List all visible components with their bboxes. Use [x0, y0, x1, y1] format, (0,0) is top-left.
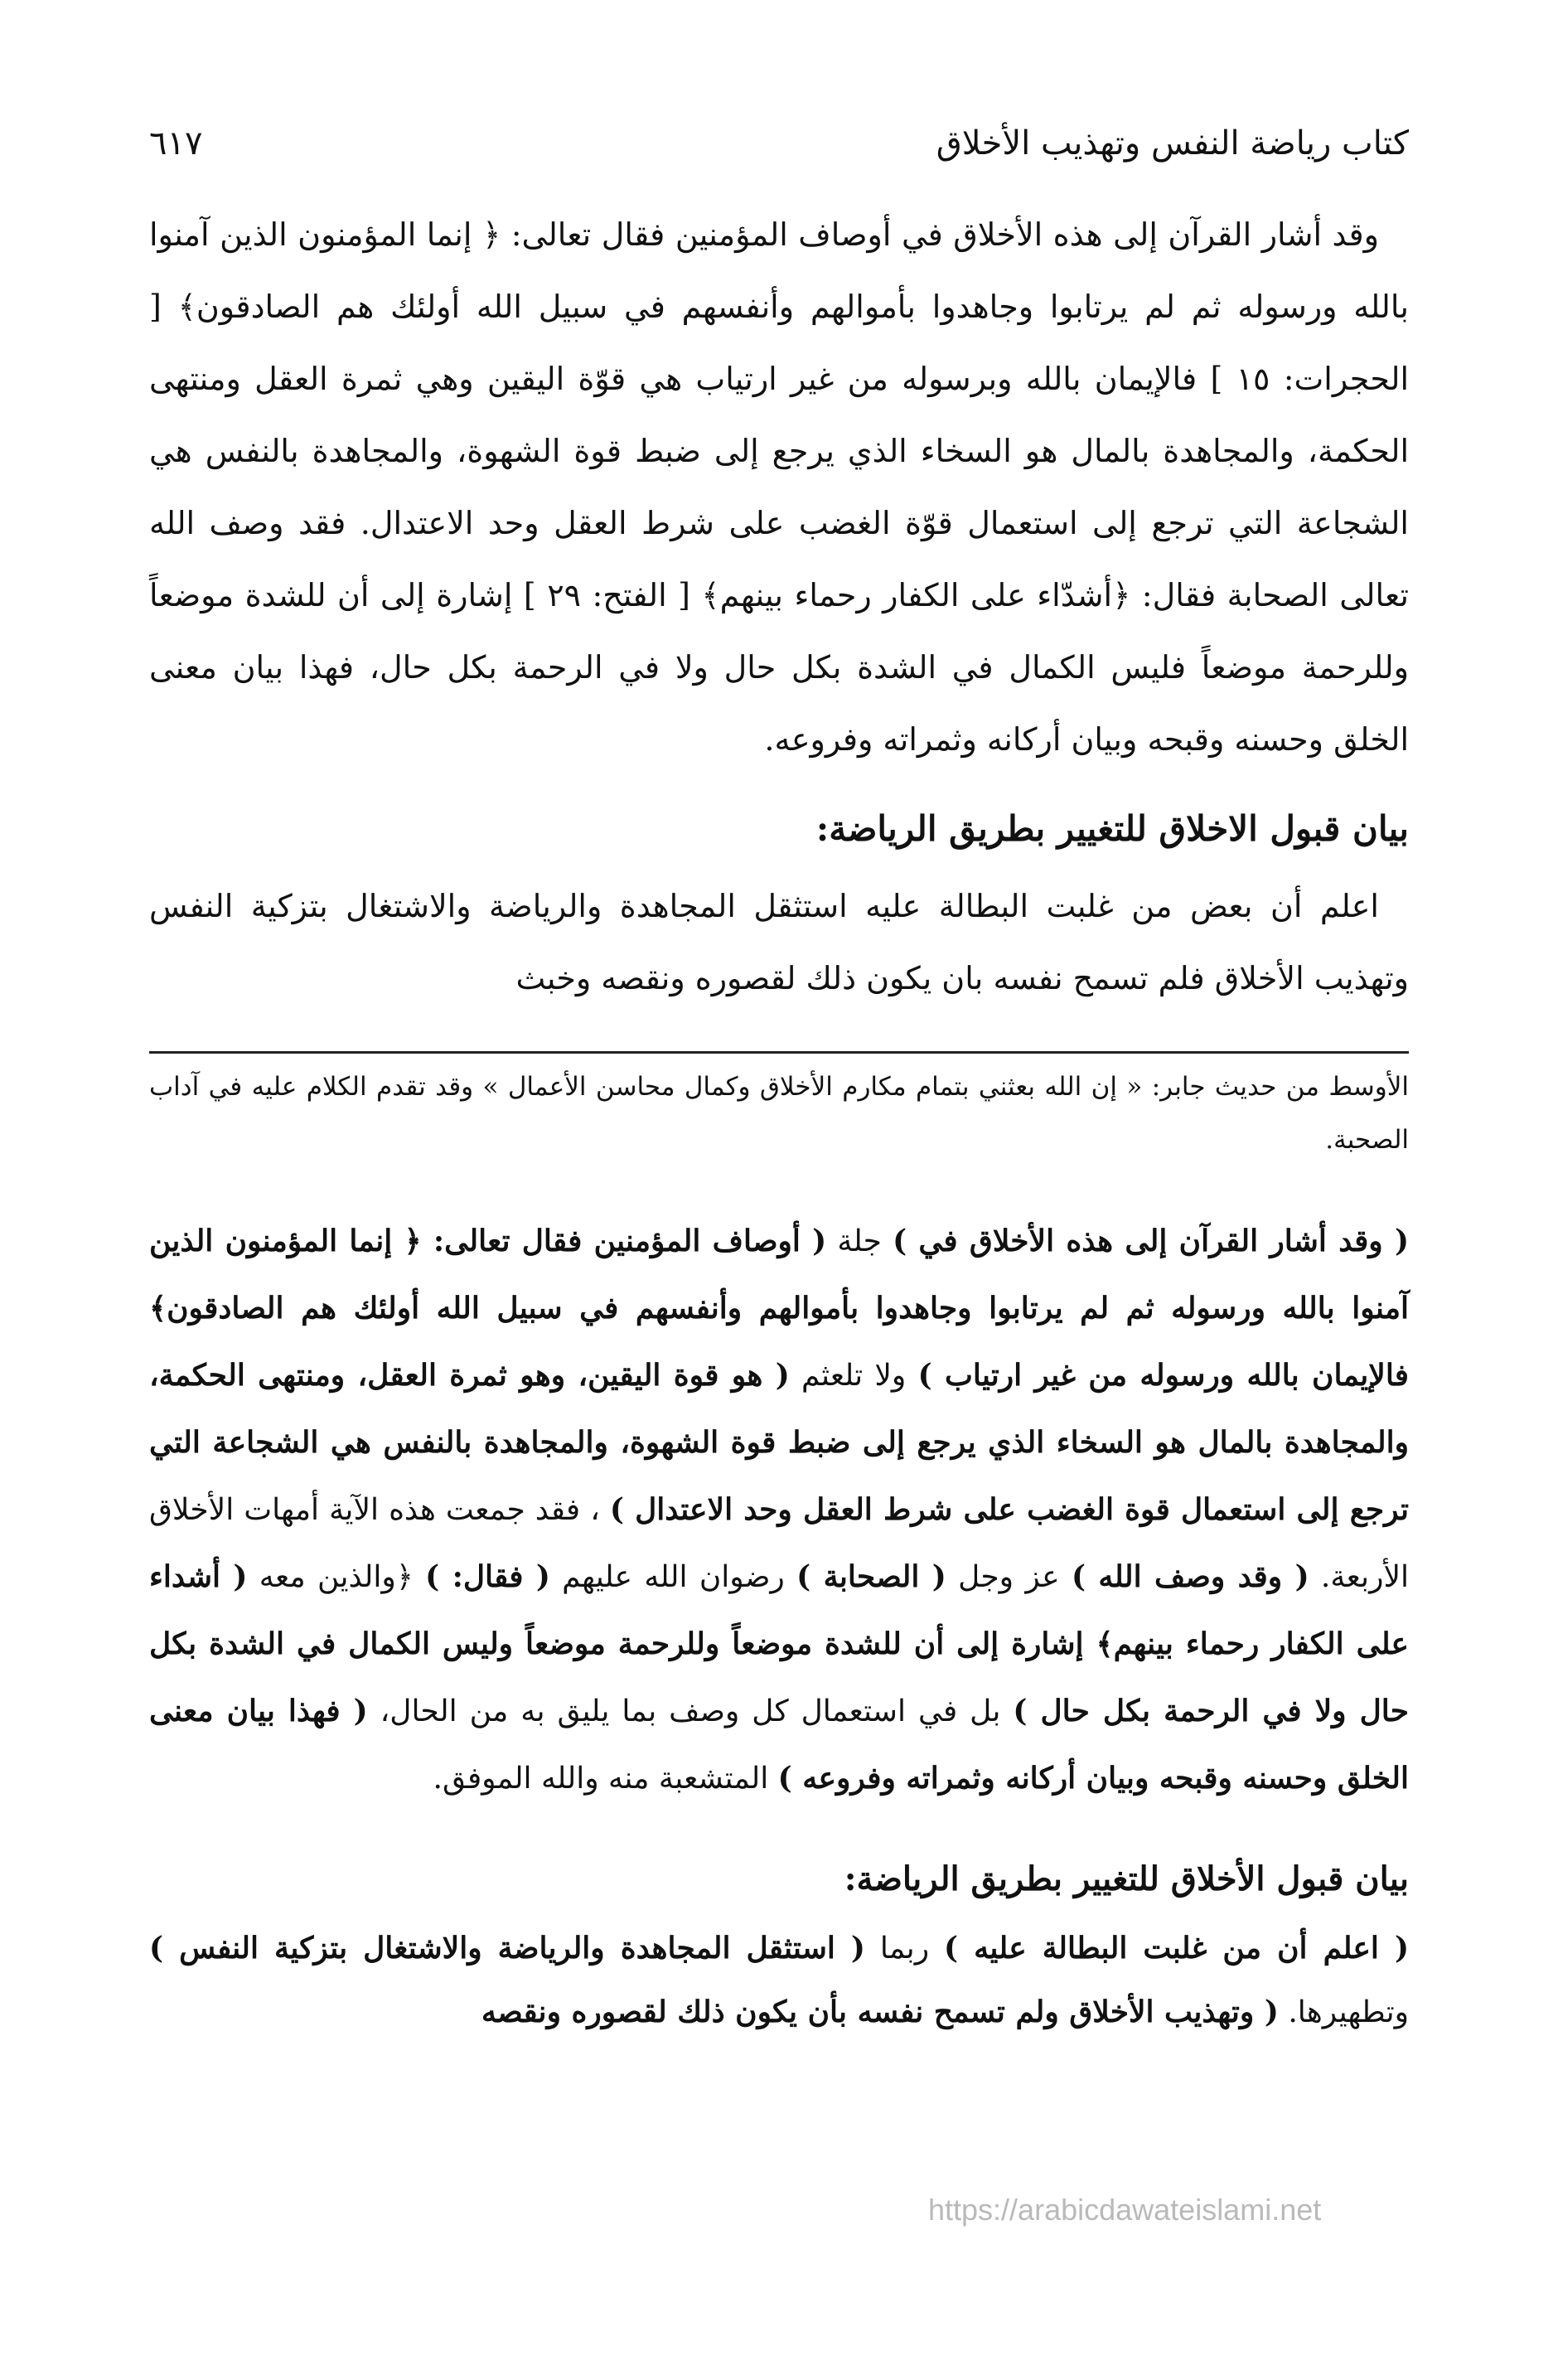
commentary-text: بل في استعمال كل وصف بما يليق به من الحال،	[367, 1694, 1014, 1728]
commentary-text: عز وجل	[946, 1560, 1072, 1594]
commentary-text: ﴿والذين معه	[247, 1560, 426, 1594]
main-paragraph-1-text: وقد أشار القرآن إلى هذه الأخلاق في أوصاف المؤمنين فقال تعالى: ﴿ إنما المؤمنون الذين آمنوا بالله ورسوله ثم لم يرتابوا وجاهدوا بأموالهم وأنفسهم في سبيل الله أولئك هم الصادقون﴾ [ الحجرات: ١٥ ] فالإيمان بالله وبرسوله من غير ارتياب هي قوّة اليقين وهي ثمرة العقل ومنتهى الحكمة، والمجاهدة بالمال هو السخاء الذي يرجع إلى ضبط قوة الشهوة، والمجاهدة بالنفس هي الشجاعة التي ترجع إلى استعمال قوّة الغضب على شرط العقل وحد الاعتدال. فقد وصف الله تعالى الصحابة فقال: ﴿أشدّاء على الكفار رحماء بينهم﴾ [ الفتح: ٢٩ ] إشارة إلى أن للشدة موضعاً وللرحمة موضعاً فليس الكمال في الشدة بكل حال ولا في الرحمة بكل حال، فهذا بيان معنى الخلق وحسنه وقبحه وبيان أركانه وثمراته وفروعه.	[149, 216, 1410, 758]
book-page	[149, 124, 1409, 2044]
quoted-text: ( اعلم أن من غلبت البطالة عليه )	[944, 1931, 1409, 1966]
quoted-text: ( استثقل المجاهدة والرياضة والاشتغال بتزكية النفس )	[149, 1931, 865, 1966]
main-paragraph-1	[149, 199, 1409, 776]
commentary-paragraph	[149, 1208, 1409, 1812]
quoted-text: ( فقال: )	[425, 1559, 550, 1594]
commentary-text: جلة	[826, 1224, 893, 1258]
running-title: كتاب رياضة النفس وتهذيب الأخلاق	[936, 124, 1409, 162]
quoted-text: ( أوصاف المؤمنين فقال تعالى: ﴿ إنما المؤمنون الذين آمنوا بالله ورسوله ثم لم يرتابوا وجاهدوا بأموالهم وأنفسهم في سبيل الله أولئك هم الصادقون﴾ فالإيمان بالله ورسوله من غير ارتياب )	[149, 1224, 1409, 1393]
quoted-text: ( وقد أشار القرآن إلى هذه الأخلاق في )	[893, 1224, 1410, 1258]
commentary-text: ربما	[864, 1932, 945, 1966]
commentary-heading: بيان قبول الأخلاق للتغيير بطريق الرياضة:	[844, 1859, 1409, 1898]
quoted-text: ( فهذا بيان معنى الخلق وحسنه وقبحه وبيان أركانه وثمراته وفروعه )	[149, 1694, 1409, 1796]
quoted-text: ( الصحابة )	[796, 1559, 946, 1594]
running-head	[149, 124, 1409, 199]
main-paragraph-2	[149, 870, 1409, 1015]
footnote-divider	[149, 1051, 1409, 1054]
watermark-url: https://arabicdawateislami.net	[928, 2193, 1322, 2227]
quoted-text: ( هو قوة اليقين، وهو ثمرة العقل، ومنتهى الحكمة، والمجاهدة بالمال هو السخاء الذي يرجع إلى ضبط قوة الشهوة، والمجاهدة بالنفس هي الشجاعة التي ترجع إلى استعمال قوة الغضب على شرط العقل وحد الاعتدال )	[149, 1358, 1409, 1527]
footnote: الأوسط من حديث جابر: « إن الله بعثني بتمام مكارم الأخلاق وكمال محاسن الأعمال » وقد تقدم الكلام عليه في آداب الصحبة.	[149, 1072, 1409, 1155]
main-paragraph-2-text: اعلم أن بعض من غلبت البطالة عليه استثقل المجاهدة والرياضة والاشتغال بتزكية النفس وتهذيب الأخلاق فلم تسمح نفسه بان يكون ذلك لقصوره ونقصه وخبث	[149, 888, 1409, 996]
commentary-text: المتشعبة منه والله الموفق.	[433, 1762, 778, 1796]
commentary-text: وتطهيرها.	[1278, 1995, 1409, 2029]
quoted-text: ( أشداء على الكفار رحماء بينهم﴾ إشارة إلى أن للشدة موضعاً وللرحمة موضعاً وليس الكمال في الشدة بكل حال ولا في الرحمة بكل حال )	[149, 1559, 1409, 1728]
quoted-text: ( وقد وصف الله )	[1071, 1559, 1309, 1594]
quoted-text: ( وتهذيب الأخلاق ولم تسمح نفسه بأن يكون ذلك لقصوره ونقصه	[481, 1995, 1279, 2029]
commentary-text: ولا تلعثم	[789, 1359, 918, 1393]
commentary-text: ، فقد جمعت هذه الآية أمهات الأخلاق الأربعة.	[149, 1493, 1409, 1594]
commentary-text: رضوان الله عليهم	[549, 1560, 797, 1594]
commentary-paragraph-2	[149, 1917, 1409, 2044]
section-heading: بيان قبول الاخلاق للتغيير بطريق الرياضة:	[815, 808, 1409, 849]
page-number: ٦١٧	[149, 124, 203, 162]
